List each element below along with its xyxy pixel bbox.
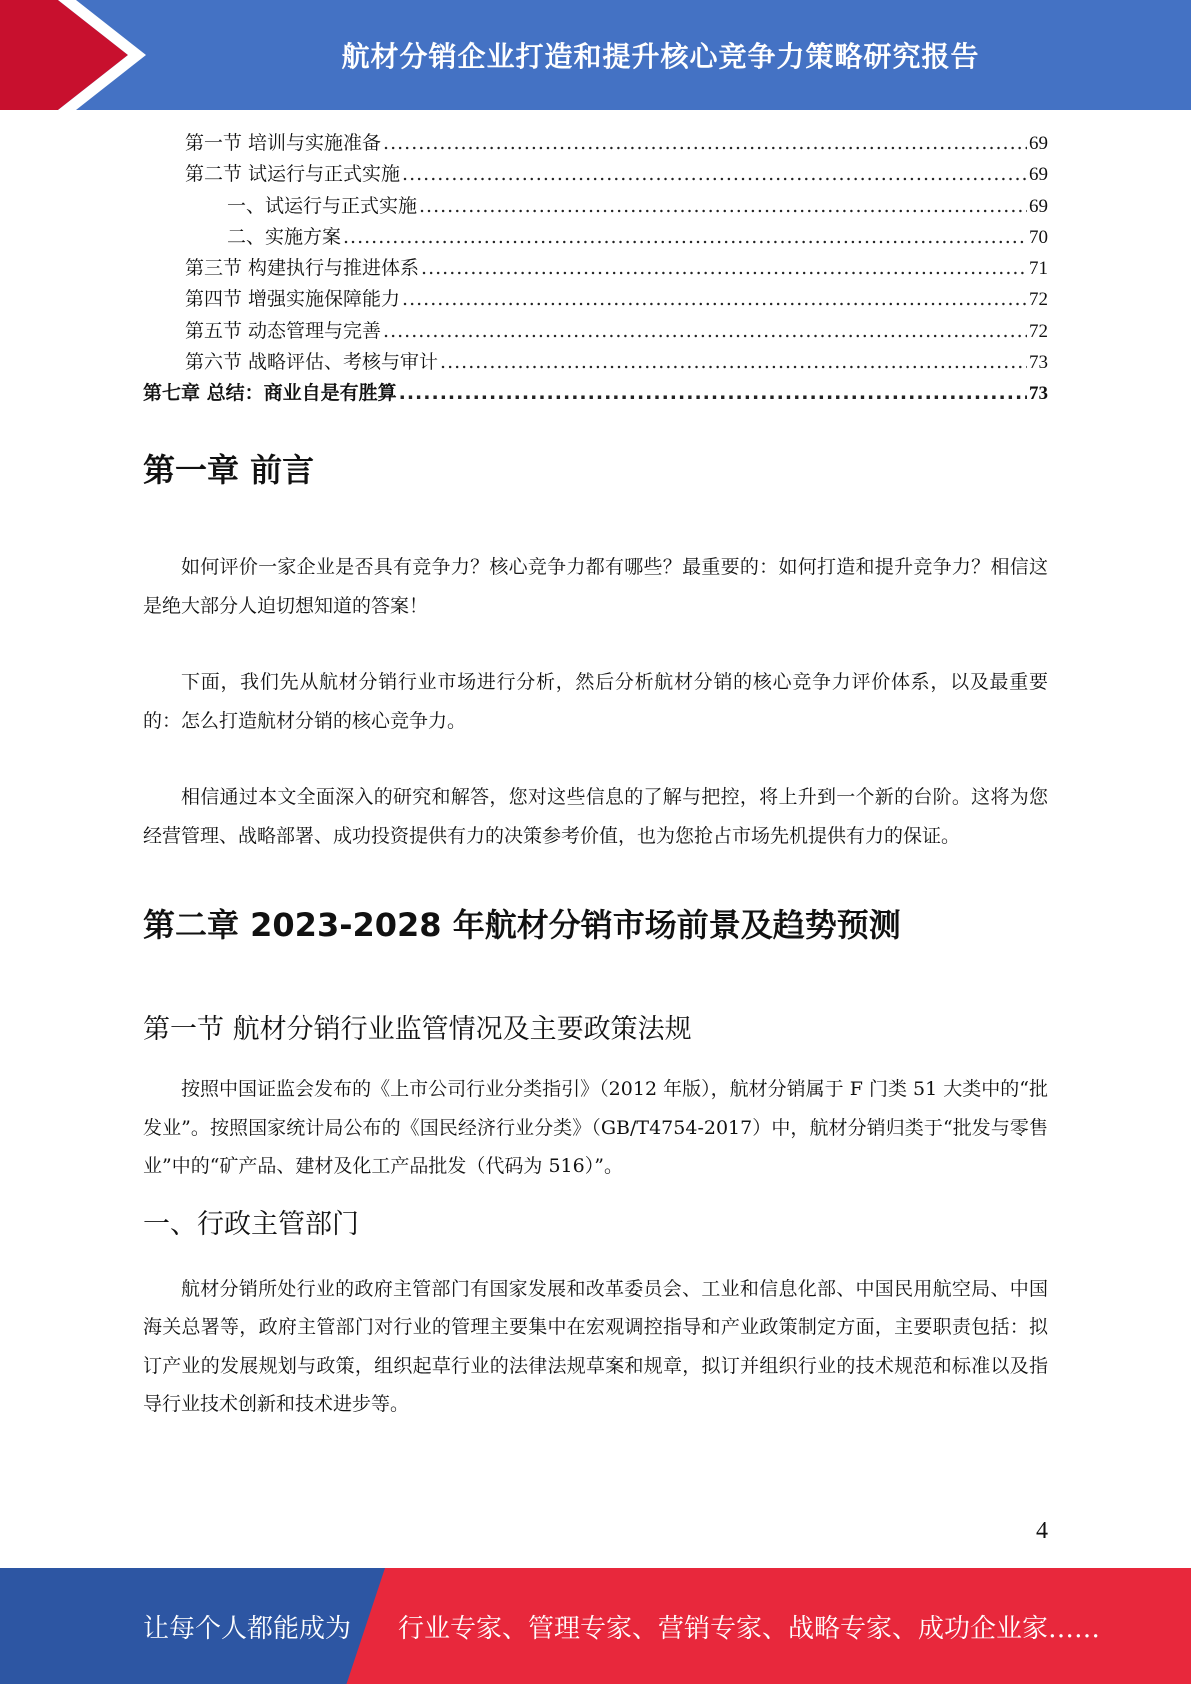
toc-leader-dots bbox=[383, 128, 1027, 159]
toc-entry-label: 第二节 试运行与正式实施 bbox=[185, 163, 401, 186]
toc-entry-label: 二、实施方案 bbox=[227, 225, 342, 248]
toc-entry[interactable] bbox=[143, 253, 1048, 284]
page-footer bbox=[0, 1568, 1191, 1684]
footer-slogan-right: 行业专家、管理专家、营销专家、战略专家、成功企业家…… bbox=[398, 1613, 1101, 1644]
toc-entry[interactable] bbox=[143, 159, 1048, 190]
toc-entry-label: 第四节 增强实施保障能力 bbox=[185, 288, 401, 311]
toc-leader-dots bbox=[440, 347, 1027, 378]
subsection-heading: 一、行政主管部门 bbox=[143, 1208, 359, 1240]
toc-leader-dots bbox=[402, 284, 1027, 315]
toc-leader-dots bbox=[383, 316, 1027, 347]
page-header bbox=[0, 0, 1191, 110]
body-paragraph: 按照中国证监会发布的《上市公司行业分类指引》（2012 年版），航材分销属于 F 门类 51 大类中的“批发业”。按照国家统计局公布的《国民经济行业分类》（GB/T4754-2017）中，航材分销归类于“批发与零售业”中的“矿产品、建材及化工产品批发（代码为 516）”。 bbox=[143, 1078, 1048, 1177]
toc-page-number: 69 bbox=[1029, 164, 1048, 186]
toc-entry[interactable] bbox=[143, 222, 1048, 253]
toc-entry[interactable] bbox=[143, 128, 1048, 159]
report-title: 航材分销企业打造和提升核心竞争力策略研究报告 bbox=[341, 40, 980, 73]
toc-page-number: 70 bbox=[1029, 226, 1048, 248]
chapter-heading: 第二章 2023-2028 年航材分销市场前景及趋势预测 bbox=[143, 906, 901, 944]
toc-chapter-entry[interactable] bbox=[143, 378, 1048, 409]
toc-leader-dots bbox=[399, 378, 1027, 409]
toc-page-number: 73 bbox=[1029, 383, 1048, 405]
toc-entry-label: 一、试运行与正式实施 bbox=[227, 194, 418, 217]
toc-leader-dots bbox=[402, 159, 1027, 190]
toc-entry-label: 第一节 培训与实施准备 bbox=[185, 132, 382, 154]
toc-entry[interactable] bbox=[143, 316, 1048, 347]
toc-page-number: 72 bbox=[1029, 320, 1048, 342]
toc-entry-label: 第五节 动态管理与完善 bbox=[185, 319, 382, 342]
section-heading: 第一节 航材分销行业监管情况及主要政策法规 bbox=[143, 1014, 692, 1045]
toc-entry[interactable] bbox=[143, 191, 1048, 222]
page-number: 4 bbox=[1036, 1518, 1048, 1544]
toc-leader-dots bbox=[421, 253, 1027, 284]
table-of-contents bbox=[143, 128, 1048, 410]
toc-page-number: 69 bbox=[1029, 133, 1048, 154]
toc-leader-dots bbox=[419, 191, 1027, 222]
toc-page-number: 71 bbox=[1029, 258, 1048, 280]
footer-slogan-left: 让每个人都能成为 bbox=[143, 1613, 352, 1644]
chevron-arrow-icon bbox=[0, 0, 160, 110]
body-paragraph: 下面，我们先从航材分销行业市场进行分析，然后分析航材分销的核心竞争力评价体系，以及最重要的：怎么打造航材分销的核心竞争力。 bbox=[143, 671, 1048, 732]
toc-page-number: 73 bbox=[1029, 352, 1048, 374]
toc-entry-label: 第七章 总结：商业自是有胜算 bbox=[143, 382, 397, 405]
toc-leader-dots bbox=[343, 222, 1027, 253]
toc-page-number: 69 bbox=[1029, 195, 1048, 217]
document-body bbox=[143, 440, 1048, 1424]
toc-entry-label: 第三节 构建执行与推进体系 bbox=[185, 257, 420, 280]
toc-page-number: 72 bbox=[1029, 289, 1048, 311]
body-paragraph: 相信通过本文全面深入的研究和解答，您对这些信息的了解与把控，将上升到一个新的台阶。这将为您经营管理、战略部署、成功投资提供有力的决策参考价值，也为您抢占市场先机提供有力的保证。 bbox=[143, 786, 1048, 847]
body-paragraph: 如何评价一家企业是否具有竞争力？核心竞争力都有哪些？最重要的：如何打造和提升竞争力？相信这是绝大部分人迫切想知道的答案！ bbox=[143, 556, 1048, 617]
toc-entry[interactable] bbox=[143, 284, 1048, 315]
toc-entry[interactable] bbox=[143, 347, 1048, 378]
chapter-heading: 第一章 前言 bbox=[143, 451, 315, 489]
body-paragraph: 航材分销所处行业的政府主管部门有国家发展和改革委员会、工业和信息化部、中国民用航空局、中国海关总署等，政府主管部门对行业的管理主要集中在宏观调控指导和产业政策制定方面，主要职责包括：拟订产业的发展规划与政策，组织起草行业的法律法规草案和规章，拟订并组织行业的技术规范和标准以及指导行业技术创新和技术进步等。 bbox=[143, 1277, 1048, 1415]
toc-entry-label: 第六节 战略评估、考核与审计 bbox=[185, 351, 439, 374]
